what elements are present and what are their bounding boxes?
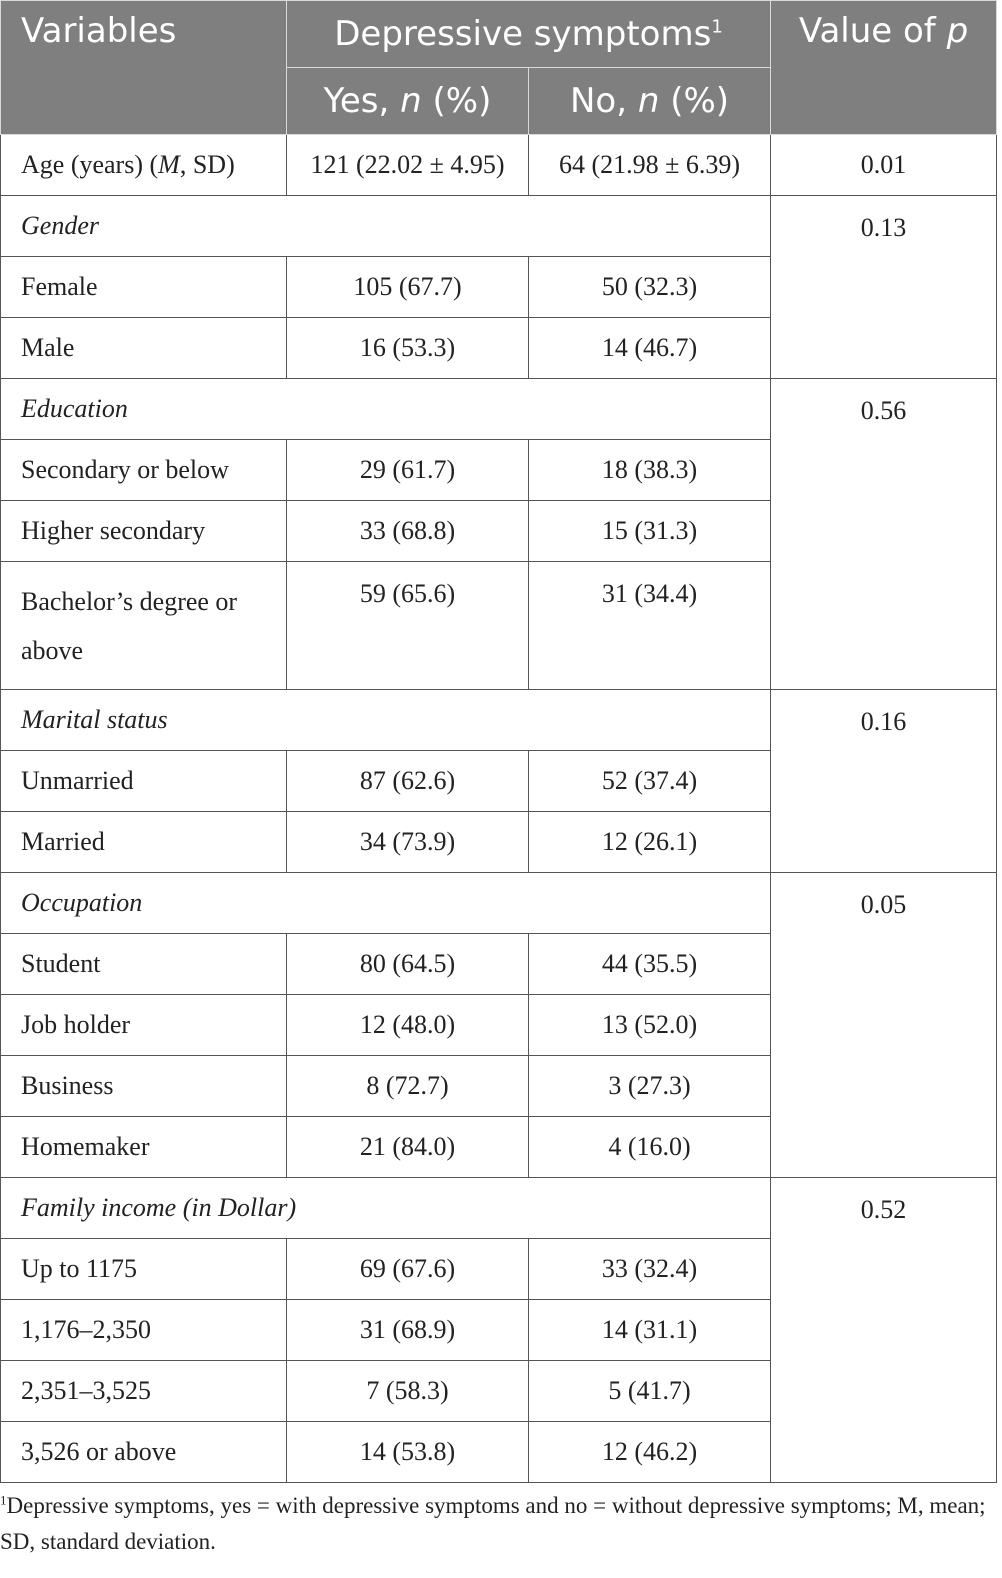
table-footnote: [0, 1488, 996, 1560]
category-label: Education: [1, 379, 771, 440]
no-value: 14 (46.7): [529, 318, 771, 379]
header-yes: [287, 68, 529, 135]
category-row: [1, 690, 997, 751]
yes-value: 7 (58.3): [287, 1361, 529, 1422]
age-label: [1, 135, 287, 196]
row-label: Job holder: [1, 995, 287, 1056]
yes-value: 34 (73.9): [287, 812, 529, 873]
yes-value: 31 (68.9): [287, 1300, 529, 1361]
category-p-value: 0.05: [771, 873, 997, 1178]
header-variables: [1, 1, 287, 135]
header-no-symbol: n: [637, 81, 660, 121]
age-label-prefix: Age (years) (: [21, 150, 159, 179]
yes-value: 80 (64.5): [287, 934, 529, 995]
yes-value: 8 (72.7): [287, 1056, 529, 1117]
no-value: 44 (35.5): [529, 934, 771, 995]
no-value: 12 (26.1): [529, 812, 771, 873]
category-row: [1, 873, 997, 934]
category-p-value: 0.52: [771, 1178, 997, 1483]
category-row: [1, 1178, 997, 1239]
row-label: Up to 1175: [1, 1239, 287, 1300]
header-footnote-marker: 1: [711, 16, 723, 38]
header-group-text: Depressive symptoms: [334, 14, 712, 54]
age-label-m: M: [158, 150, 180, 179]
header-pvalue-symbol: p: [946, 11, 969, 51]
age-no-value: 64 (21.98 ± 6.39): [529, 135, 771, 196]
row-label: 2,351–3,525: [1, 1361, 287, 1422]
category-p-value: 0.16: [771, 690, 997, 873]
category-row: [1, 379, 997, 440]
no-value: 18 (38.3): [529, 440, 771, 501]
no-value: 14 (31.1): [529, 1300, 771, 1361]
row-label: Bachelor’s degree or above: [1, 562, 287, 690]
no-value: 12 (46.2): [529, 1422, 771, 1483]
row-label: Higher secondary: [1, 501, 287, 562]
yes-value: 69 (67.6): [287, 1239, 529, 1300]
no-value: 31 (34.4): [529, 562, 771, 690]
yes-value: 14 (53.8): [287, 1422, 529, 1483]
category-row: [1, 196, 997, 257]
header-no: [529, 68, 771, 135]
category-label: Marital status: [1, 690, 771, 751]
yes-value: 87 (62.6): [287, 751, 529, 812]
row-label: Business: [1, 1056, 287, 1117]
yes-value: 59 (65.6): [287, 562, 529, 690]
header-row-top: [1, 1, 997, 68]
footnote-marker: 1: [0, 1492, 7, 1508]
category-p-value: 0.13: [771, 196, 997, 379]
no-value: 33 (32.4): [529, 1239, 771, 1300]
no-value: 4 (16.0): [529, 1117, 771, 1178]
yes-value: 21 (84.0): [287, 1117, 529, 1178]
table-body: [1, 135, 997, 1483]
yes-value: 12 (48.0): [287, 995, 529, 1056]
row-label: Unmarried: [1, 751, 287, 812]
row-label: Homemaker: [1, 1117, 287, 1178]
row-label: Female: [1, 257, 287, 318]
yes-value: 29 (61.7): [287, 440, 529, 501]
header-pvalue-prefix: Value of: [798, 11, 947, 51]
row-label: Student: [1, 934, 287, 995]
category-label: Gender: [1, 196, 771, 257]
category-p-value: 0.56: [771, 379, 997, 690]
no-value: 5 (41.7): [529, 1361, 771, 1422]
yes-value: 105 (67.7): [287, 257, 529, 318]
no-value: 15 (31.3): [529, 501, 771, 562]
no-value: 3 (27.3): [529, 1056, 771, 1117]
header-variables-text: Variables: [21, 11, 177, 51]
header-no-prefix: No,: [569, 81, 638, 121]
header-yes-suffix: (%): [421, 81, 492, 121]
row-label: Secondary or below: [1, 440, 287, 501]
header-no-suffix: (%): [659, 81, 730, 121]
category-label: Family income (in Dollar): [1, 1178, 771, 1239]
row-label: Married: [1, 812, 287, 873]
no-value: 50 (32.3): [529, 257, 771, 318]
table-row-age: [1, 135, 997, 196]
row-label: 3,526 or above: [1, 1422, 287, 1483]
yes-value: 33 (68.8): [287, 501, 529, 562]
footnote-text: Depressive symptoms, yes = with depressive symptoms and no = without depressive symptoms; M, mean; SD, standard deviation.: [0, 1493, 986, 1554]
header-yes-symbol: n: [400, 81, 422, 121]
no-value: 13 (52.0): [529, 995, 771, 1056]
no-value: 52 (37.4): [529, 751, 771, 812]
yes-value: 16 (53.3): [287, 318, 529, 379]
header-pvalue: [771, 1, 997, 135]
age-label-suffix: , SD): [179, 150, 235, 179]
row-label: 1,176–2,350: [1, 1300, 287, 1361]
header-yes-prefix: Yes,: [323, 81, 401, 121]
age-yes-value: 121 (22.02 ± 4.95): [287, 135, 529, 196]
row-label: Male: [1, 318, 287, 379]
header-depressive-symptoms: [287, 1, 771, 68]
category-label: Occupation: [1, 873, 771, 934]
age-p-value: 0.01: [771, 135, 997, 196]
